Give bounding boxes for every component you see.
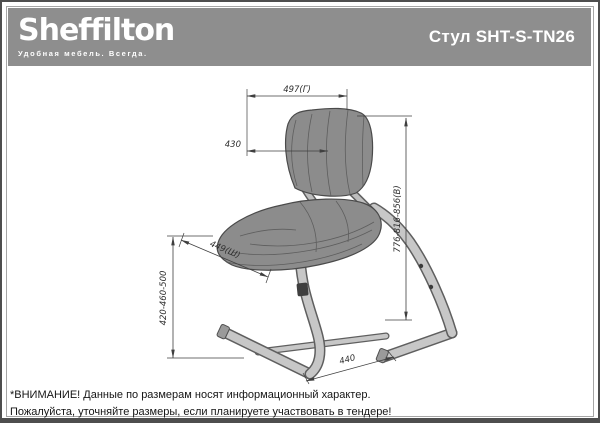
chair-frame-far bbox=[374, 208, 452, 363]
dim-base-length: 440 bbox=[338, 353, 357, 367]
dim-overall-height-range: 776-816-856(В) bbox=[393, 185, 403, 253]
product-title: Стул SHT-S-TN26 bbox=[428, 27, 575, 46]
warning-line-1: *ВНИМАНИЕ! Данные по размерам носят информационный характер. bbox=[10, 389, 371, 401]
warning-line-2: Пожалуйста, уточняйте размеры, если планируете участвовать в тендере! bbox=[10, 405, 392, 418]
dim-backrest-width: 430 bbox=[224, 140, 241, 150]
dim-seat-width: 449(Ш) bbox=[208, 239, 242, 262]
chair-backrest bbox=[286, 108, 373, 196]
footer-warning bbox=[10, 387, 430, 420]
brand-tagline: Удобная мебель. Всегда. bbox=[18, 49, 148, 58]
brand-name: Sheffilton bbox=[18, 13, 175, 48]
dim-seat-height-range: 420-460-500 bbox=[159, 270, 169, 326]
dim-overall-depth: 497(Г) bbox=[283, 85, 311, 95]
chair-seat bbox=[217, 199, 381, 270]
